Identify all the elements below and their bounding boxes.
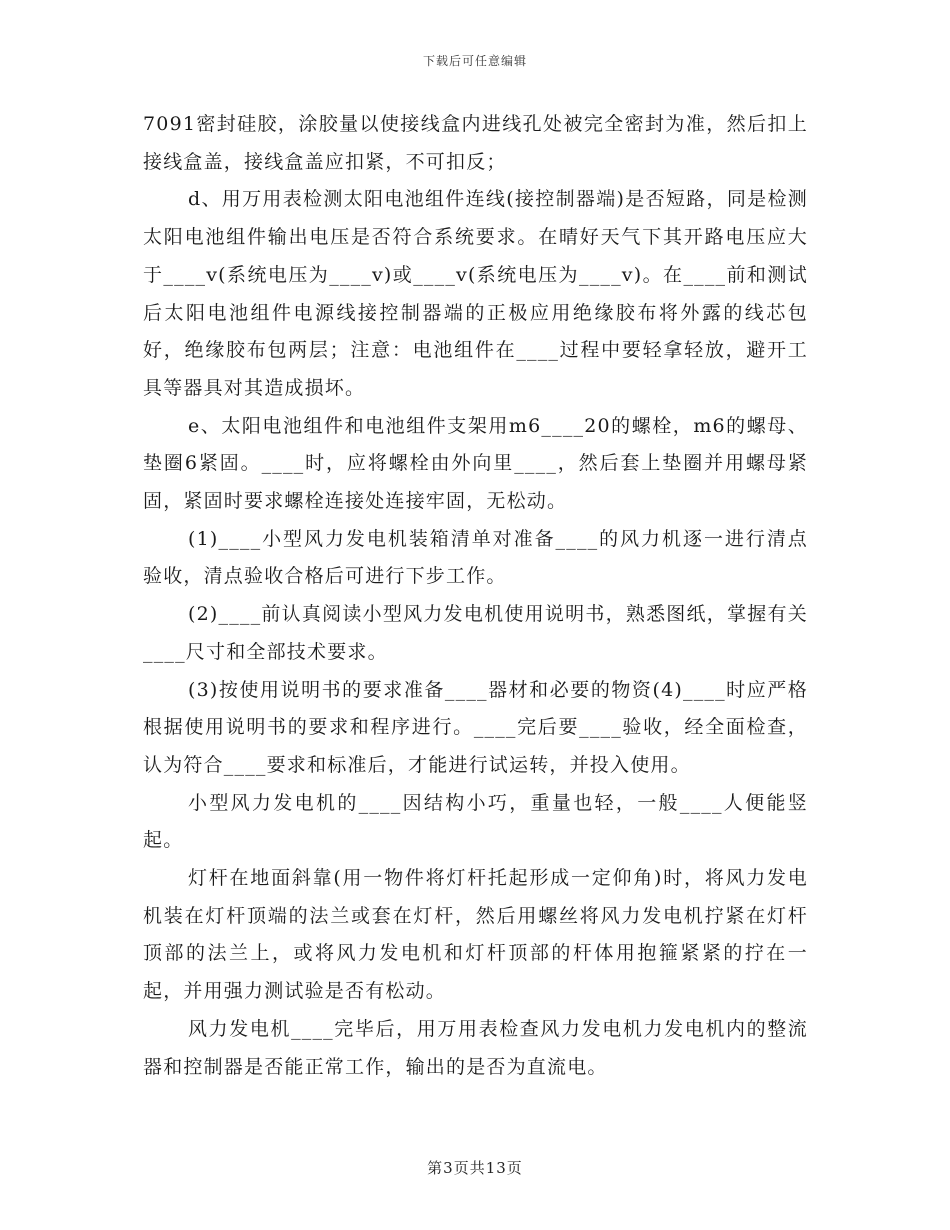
paragraph-pole-mounting: 灯杆在地面斜靠(用一物件将灯杆托起形成一定仰角)时，将风力发电机装在灯杆顶端的法兰或套在灯杆，然后用螺丝将风力发电机拧紧在灯杆顶部的法兰上，或将风力发电机和灯杆顶部的杆体用抱箍紧紧的拧在一起，并用强力测试验是否有松动。 [143,867,808,1003]
page-header: 下载后可任意编辑 [422,54,527,68]
paragraph-item-3-4: (3)按使用说明书的要求准备____器材和必要的物资(4)____时应严格根据使用说明书的要求和程序进行。____完后要____验收，经全面检查，认为符合____要求和标准后，才能进行试运转，并投入使用。 [143,678,808,776]
paragraph-sealant: 7091密封硅胶，涂胶量以使接线盒内进线孔处被完全密封为准，然后扣上接线盒盖，接线盒盖应扣紧，不可扣反； [143,113,808,173]
paragraph-inspection: 风力发电机____完毕后，用万用表检查风力发电机力发电机内的整流器和控制器是否能正常工作，输出的是否为直流电。 [143,1017,808,1078]
paragraph-item-2: (2)____前认真阅读小型风力发电机使用说明书，熟悉图纸，掌握有关____尺寸和全部技术要求。 [143,603,808,663]
page-number: 第3页共13页 [427,1159,523,1177]
paragraph-item-1: (1)____小型风力发电机装箱清单对准备____的风力机逐一进行清点验收，清点验收合格后可进行下步工作。 [143,527,808,588]
paragraph-step-d: d、用万用表检测太阳电池组件连线(接控制器端)是否短路，同是检测太阳电池组件输出电压是否符合系统要求。在晴好天气下其开路电压应大于____v(系统电压为____v)或____v(系统电压为____v)。在____前和测试后太阳电池组件电源线接控制器端的正极应用绝缘胶布将外露的线芯包好，绝缘胶布包两层；注意：电池组件在____过程中要轻拿轻放，避开工具等器具对其造成损坏。 [143,188,808,399]
paragraph-step-e: e、太阳电池组件和电池组件支架用m6____20的螺栓，m6的螺母、垫圈6紧固。____时，应将螺栓由外向里____，然后套上垫圈并用螺母紧固，紧固时要求螺栓连接处连接牢固，无松动。 [143,414,808,513]
paragraph-erection: 小型风力发电机的____因结构小巧，重量也轻，一般____人便能竖起。 [143,791,808,852]
document-body [143,106,808,1086]
